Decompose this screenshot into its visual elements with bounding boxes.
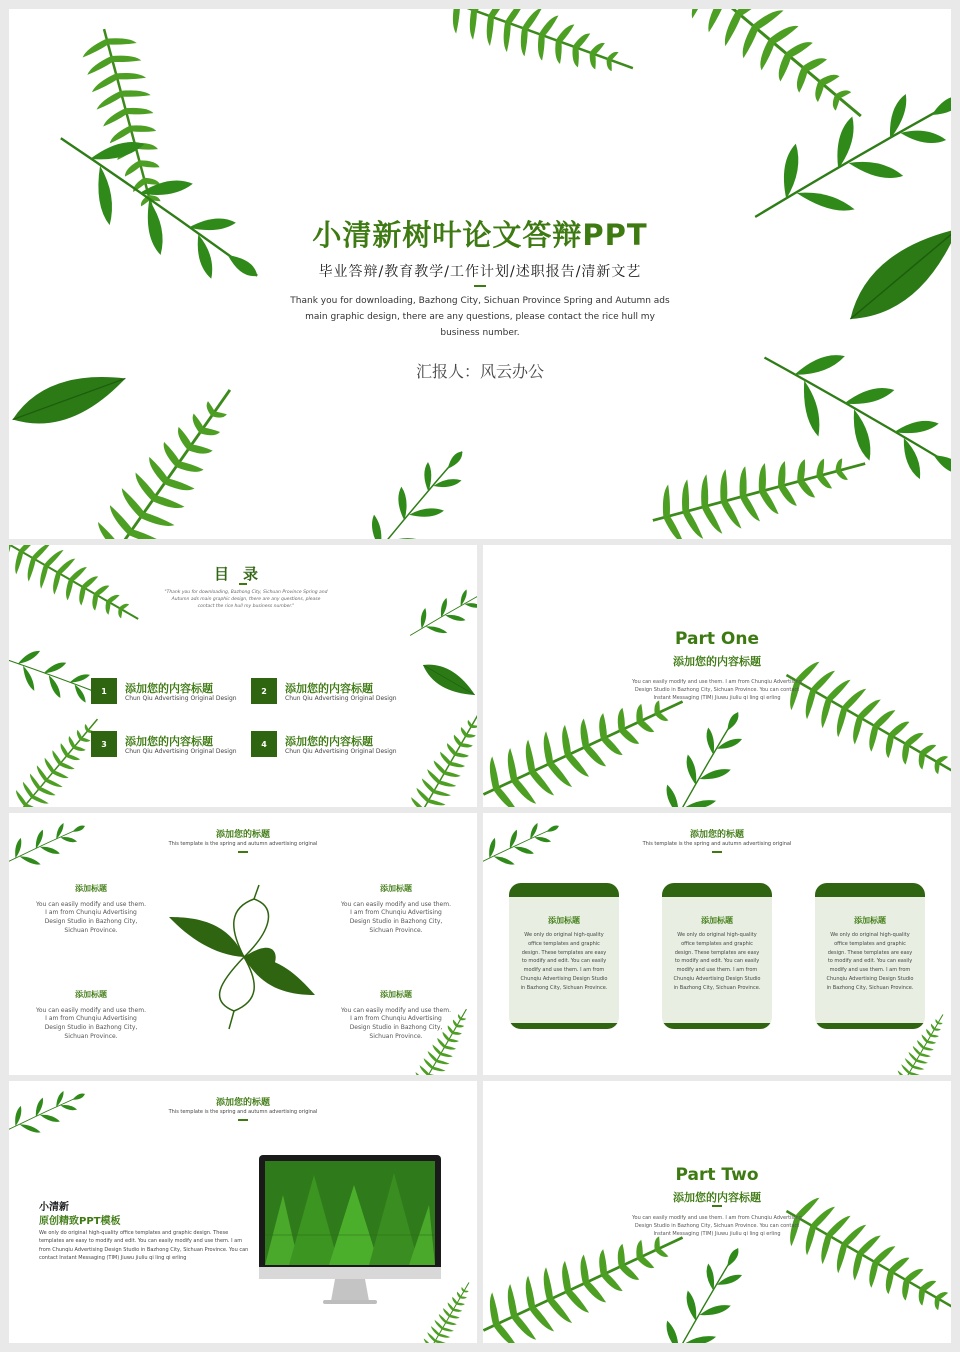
- cover-slide: [9, 9, 951, 539]
- slide-title: 添加您的标题: [689, 830, 744, 840]
- card-text: We only do original high-quality office templates and graphic design. These templates are easy to modify and edit. You can easily modify and use them. I am from Chunqiu Advertising Design Studio in Bazhong City, Sichuan Province.: [520, 932, 608, 991]
- part-label: Part One: [675, 629, 759, 649]
- divider: [712, 1205, 722, 1207]
- block-text: You can easily modify and use them. I am from Chunqiu Advertising Design Studio in Bazhong City, Sichuan Province.: [36, 900, 146, 934]
- toc-item-title: 添加您的内容标题: [125, 735, 213, 748]
- block-title: 添加标题: [75, 990, 107, 999]
- slide-description: We only do original high-quality office templates and graphic design. These templates are easy to modify and edit. You can easily modify and use them. I am from Chunqiu Advertising Design Studio in Bazhong City, Sichuan Province. You can contact Instant Messaging (TIM) Jiuwu jiuliu qi ling qi erling: [39, 1230, 249, 1261]
- content-slide-cards: [483, 813, 951, 1075]
- slide-title: 添加您的标题: [215, 830, 270, 840]
- fern-leaf-icon: [644, 432, 874, 539]
- divider: [712, 851, 722, 853]
- toc-quote: "Thank you for downloading, Bazhong City, Sichuan Province Spring and Autumn ads main graphic design, there are any questions, please contact the rice hull my business number.": [164, 590, 328, 609]
- text-block: [341, 989, 451, 1041]
- toc-item-subtitle: Chun Qiu Advertising Original Design: [125, 748, 237, 755]
- info-card: [815, 883, 925, 1029]
- toc-number: 1: [91, 678, 117, 704]
- divider: [238, 1119, 248, 1121]
- card-title: 添加标题: [548, 916, 580, 925]
- monitor-icon: [259, 1155, 441, 1305]
- reporter: 汇报人：风云办公: [415, 362, 544, 381]
- text-block: [341, 883, 451, 935]
- part-label: Part Two: [675, 1165, 759, 1185]
- fern-leaf-icon: [771, 649, 951, 801]
- heading-line-1: 小清新: [39, 1202, 69, 1213]
- info-card: [662, 883, 772, 1029]
- slide-title: 添加您的标题: [215, 1098, 270, 1108]
- info-card: [509, 883, 619, 1029]
- cover-title: 小清新树叶论文答辩PPT: [312, 218, 648, 252]
- cover-subtitle: 毕业答辩/教育教学/工作计划/述职报告/清新文艺: [318, 264, 642, 280]
- toc-item-title: 添加您的内容标题: [285, 735, 373, 748]
- part-subtitle: 添加您的内容标题: [673, 1191, 761, 1204]
- petal-diagram-icon: [169, 883, 319, 1031]
- card-text: We only do original high-quality office templates and graphic design. These templates are easy to modify and edit. You can easily modify and use them. I am from Chunqiu Advertising Design Studio in Bazhong City, Sichuan Province.: [673, 932, 761, 991]
- text-block: [36, 989, 146, 1041]
- toc-item-subtitle: Chun Qiu Advertising Original Design: [125, 695, 237, 702]
- part-two-slide: [483, 1081, 951, 1343]
- toc-item-subtitle: Chun Qiu Advertising Original Design: [285, 748, 397, 755]
- part-one-slide: [483, 545, 951, 807]
- part-description: You can easily modify and use them. I am from Chunqiu Advertising Design Studio in Bazhong City, Sichuan Province. You can contact Instant Messaging (TIM) Jiuwu jiuliu qi ling qi erling: [632, 679, 802, 701]
- leaf-icon: [416, 652, 477, 708]
- block-text: You can easily modify and use them. I am from Chunqiu Advertising Design Studio in Bazhong City, Sichuan Province.: [341, 900, 451, 934]
- branch-leaf-icon: [343, 432, 485, 539]
- block-text: You can easily modify and use them. I am from Chunqiu Advertising Design Studio in Bazhong City, Sichuan Province.: [341, 1006, 451, 1040]
- block-title: 添加标题: [380, 990, 412, 999]
- card-title: 添加标题: [701, 916, 733, 925]
- toc-item-title: 添加您的内容标题: [125, 682, 213, 695]
- content-slide-monitor: [9, 1081, 477, 1343]
- card-title: 添加标题: [854, 916, 886, 925]
- fern-leaf-icon: [9, 545, 150, 640]
- fern-leaf-icon: [771, 1185, 951, 1337]
- toc-number: 2: [251, 678, 277, 704]
- content-slide-petals: [9, 813, 477, 1075]
- block-title: 添加标题: [75, 884, 107, 893]
- heading-line-2: 原创精致PPT模板: [39, 1216, 121, 1227]
- slide-subtitle: This template is the spring and autumn advertising original: [168, 841, 318, 847]
- block-title: 添加标题: [380, 884, 412, 893]
- toc-item-title: 添加您的内容标题: [285, 682, 373, 695]
- cover-description: Thank you for downloading, Bazhong City, Sichuan Province Spring and Autumn ads main graphic design, there are any questions, please contact the rice hull my business number.: [290, 296, 670, 338]
- toc-slide: [9, 545, 477, 807]
- branch-leaf-icon: [401, 575, 477, 651]
- divider: [239, 583, 247, 585]
- slide-subtitle: This template is the spring and autumn advertising original: [168, 1109, 318, 1115]
- toc-number: 3: [91, 731, 117, 757]
- toc-item-subtitle: Chun Qiu Advertising Original Design: [285, 695, 397, 702]
- card-text: We only do original high-quality office templates and graphic design. These templates are easy to modify and edit. You can easily modify and use them. I am from Chunqiu Advertising Design Studio in Bazhong City, Sichuan Province.: [826, 932, 914, 991]
- toc-heading: 目录: [213, 565, 272, 583]
- text-block: [36, 883, 146, 935]
- divider: [474, 285, 486, 287]
- fern-leaf-icon: [402, 703, 477, 807]
- block-text: You can easily modify and use them. I am from Chunqiu Advertising Design Studio in Bazhong City, Sichuan Province.: [36, 1006, 146, 1040]
- fern-leaf-icon: [435, 9, 643, 96]
- slide-subtitle: This template is the spring and autumn advertising original: [642, 841, 792, 847]
- toc-number: 4: [251, 731, 277, 757]
- divider: [238, 851, 248, 853]
- part-description: You can easily modify and use them. I am from Chunqiu Advertising Design Studio in Bazhong City, Sichuan Province. You can contact Instant Messaging (TIM) Jiuwu jiuliu qi ling qi erling: [632, 1215, 802, 1237]
- branch-leaf-icon: [9, 638, 113, 717]
- part-subtitle: 添加您的内容标题: [673, 655, 761, 668]
